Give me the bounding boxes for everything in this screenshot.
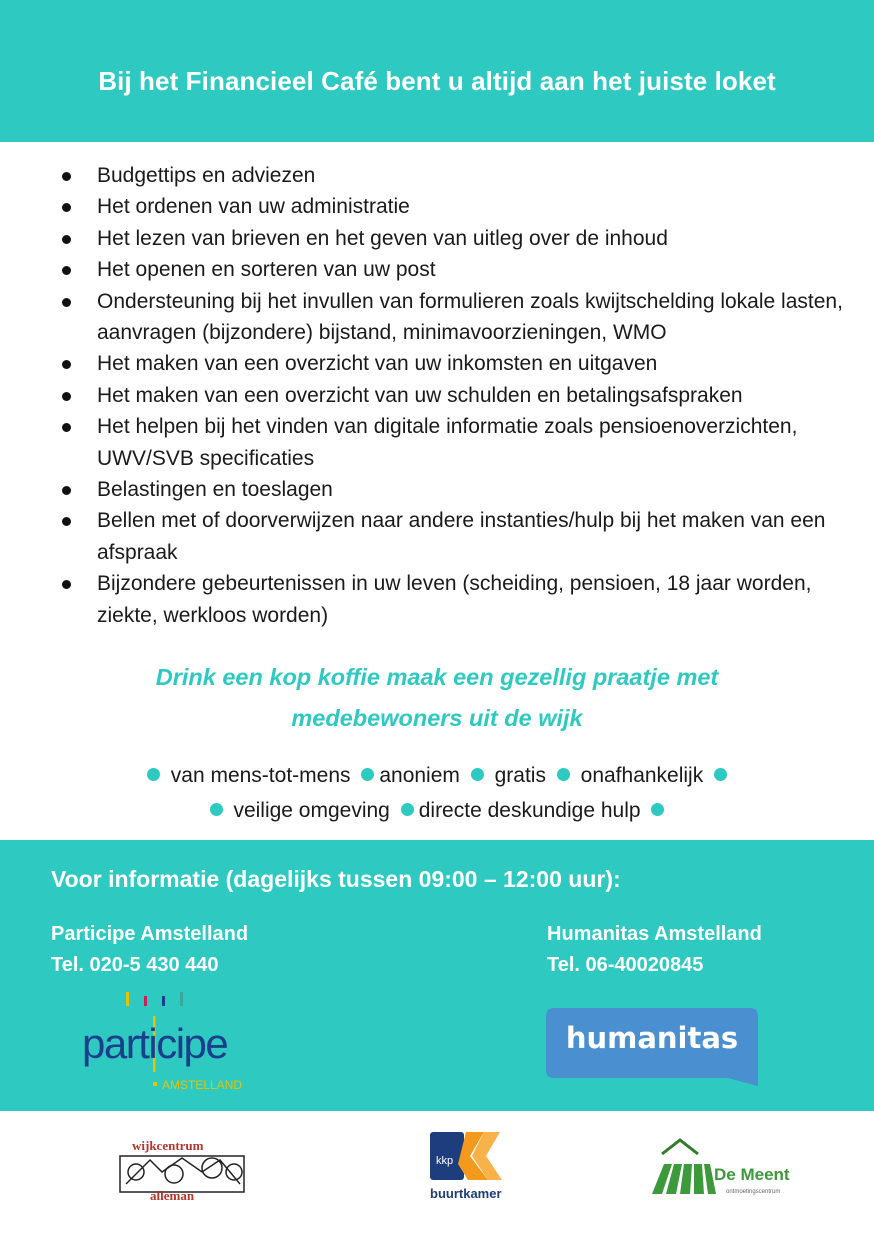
- list-item: Budgettips en adviezen: [58, 160, 858, 191]
- list-item: Het lezen van brieven en het geven van uitleg over de inhoud: [58, 223, 858, 254]
- dot-icon: [471, 768, 484, 781]
- de-meent-subtitle: ontmoetingscentrum: [726, 1189, 781, 1195]
- feature-label: anoniem: [379, 764, 460, 787]
- participe-wordmark: participe: [82, 1020, 228, 1067]
- list-item: Het openen en sorteren van uw post: [58, 254, 858, 285]
- list-item: Het ordenen van uw administratie: [58, 191, 858, 222]
- list-item: Ondersteuning bij het invullen van formulieren zoals kwijtschelding lokale lasten, aanvragen (bijzondere) bijstand, minimavoorzieningen, WMO: [58, 286, 858, 349]
- org-humanitas: [547, 919, 762, 981]
- org-name: Participe Amstelland: [51, 923, 249, 945]
- dot-icon: [714, 768, 727, 781]
- tagline-line-1: Drink een kop koffie maak een gezellig praatje met: [155, 664, 719, 690]
- wijkcentrum-text: wijkcentrum: [132, 1138, 204, 1153]
- header-banner: [0, 0, 874, 142]
- info-title: Voor informatie (dagelijks tussen 09:00 – 12:00 uur):: [51, 866, 621, 892]
- list-item: Belastingen en toeslagen: [58, 474, 858, 505]
- de-meent-logo: [650, 1138, 800, 1198]
- list-item: Het maken van een overzicht van uw inkomsten en uitgaven: [58, 348, 858, 379]
- list-item: Het helpen bij het vinden van digitale informatie zoals pensioenoverzichten, UWV/SVB specificaties: [58, 411, 858, 474]
- dot-icon: [147, 768, 160, 781]
- list-item: Bijzondere gebeurtenissen in uw leven (scheiding, pensioen, 18 jaar worden, ziekte, werkloos worden): [58, 568, 858, 631]
- humanitas-wordmark: humanitas: [565, 1021, 739, 1055]
- participe-logo: [80, 990, 270, 1095]
- dot-icon: [651, 803, 664, 816]
- features-row-2: [0, 799, 874, 823]
- participe-subtitle: AMSTELLAND: [162, 1078, 243, 1092]
- org-phone: Tel. 06-40020845: [547, 954, 704, 976]
- feature-label: veilige omgeving: [233, 799, 390, 822]
- feature-label: directe deskundige hulp: [418, 799, 641, 822]
- tagline-line-2: medebewoners uit de wijk: [291, 705, 583, 731]
- info-panel: [0, 840, 874, 1111]
- dot-icon: [210, 803, 223, 816]
- de-meent-wordmark: De Meent: [714, 1165, 790, 1184]
- dot-icon: [401, 803, 414, 816]
- services-list: [58, 160, 858, 631]
- buurtkamer-badge: kkp: [436, 1155, 454, 1167]
- list-item: Bellen met of doorverwijzen naar andere instanties/hulp bij het maken van een afspraak: [58, 505, 858, 568]
- buurtkamer-logo: [428, 1128, 508, 1204]
- feature-label: van mens-tot-mens: [170, 764, 351, 787]
- dot-icon: [361, 768, 374, 781]
- feature-label: onafhankelijk: [580, 764, 704, 787]
- wijkcentrum-alleman-logo: [116, 1138, 248, 1202]
- humanitas-logo: [546, 1008, 758, 1088]
- page-title: Bij het Financieel Café bent u altijd aan het juiste loket: [98, 66, 776, 96]
- buurtkamer-wordmark: buurtkamer: [430, 1186, 502, 1201]
- features-row-1: [0, 764, 874, 788]
- dot-icon: [557, 768, 570, 781]
- list-item: Het maken van een overzicht van uw schulden en betalingsafspraken: [58, 380, 858, 411]
- feature-label: gratis: [494, 764, 546, 787]
- org-phone: Tel. 020-5 430 440: [51, 954, 219, 976]
- org-participe: [51, 919, 248, 981]
- org-name: Humanitas Amstelland: [547, 923, 762, 945]
- alleman-text: alleman: [150, 1188, 195, 1202]
